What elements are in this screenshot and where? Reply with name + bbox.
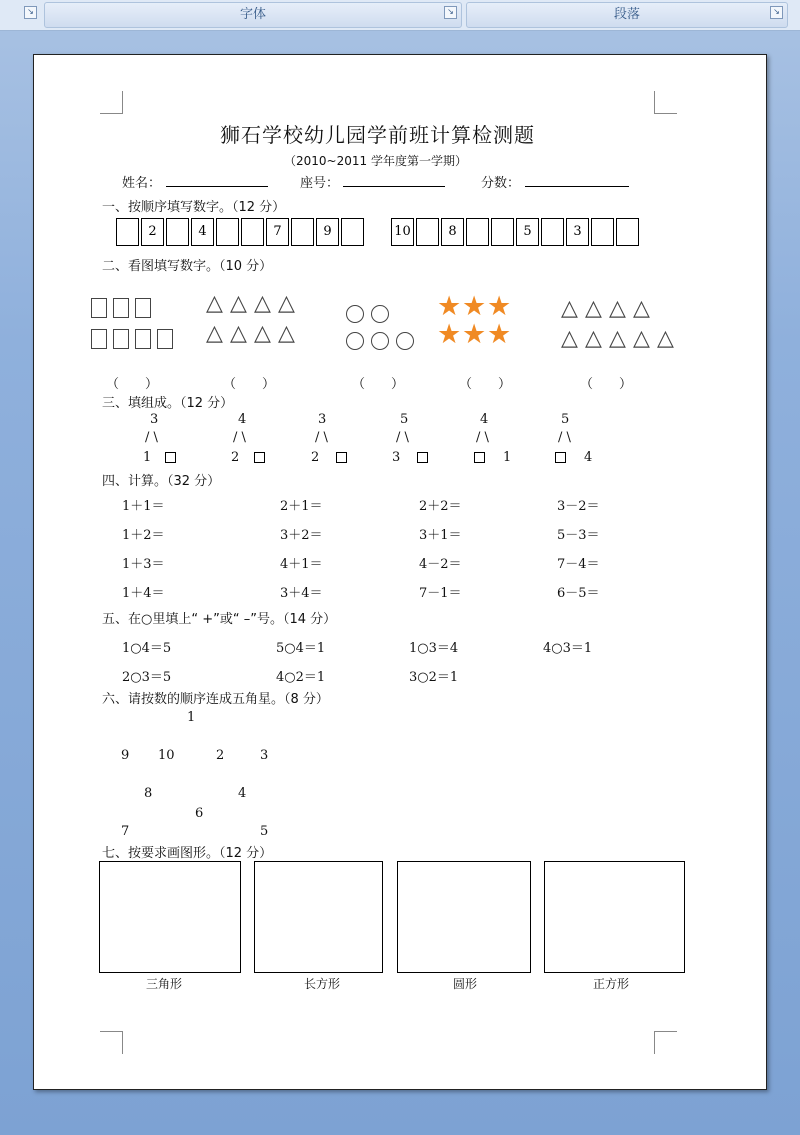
seq-cell [541, 218, 564, 246]
triangle-shape: △ [278, 291, 295, 316]
section-3-heading: 三、填组成。（12 分） [102, 396, 234, 411]
composition-top: 5 [561, 412, 570, 427]
answer-box [336, 452, 347, 463]
answer-bracket: （ ） [106, 377, 159, 392]
star-dot-number: 1 [187, 710, 196, 725]
section-5-heading: 五、在○里填上“ +”或“ –”号。（14 分） [102, 612, 337, 627]
sign-equation: 1○4＝5 [122, 641, 172, 656]
equation: 7－1＝ [419, 586, 462, 601]
drawing-box-triangle[interactable] [99, 861, 241, 973]
drawing-box-rectangle[interactable] [254, 861, 383, 973]
equation: 3＋1＝ [419, 528, 462, 543]
section-1-heading: 一、按顺序填写数字。（12 分） [102, 200, 286, 215]
composition-branch: / \ [396, 430, 409, 445]
page-subtitle: （2010~2011 学年度第一学期） [284, 154, 467, 168]
star-shape: ★ [437, 291, 462, 322]
triangle-shape: △ [561, 326, 578, 351]
composition-blank [555, 450, 566, 465]
composition-branch: / \ [558, 430, 571, 445]
star-shape: ★ [462, 319, 487, 350]
square-shape [135, 298, 151, 318]
sign-equation: 4○2＝1 [276, 670, 326, 685]
star-dot-number: 6 [195, 806, 204, 821]
triangle-shape: △ [633, 296, 650, 321]
triangle-shape: △ [206, 291, 223, 316]
triangle-shape: △ [657, 326, 674, 351]
star-dot-number: 4 [238, 786, 247, 801]
star-shape: ★ [487, 319, 512, 350]
star-shape: ★ [487, 291, 512, 322]
composition-right: 1 [503, 450, 512, 465]
square-shape [91, 329, 107, 349]
composition-branch: / \ [145, 430, 158, 445]
seat-label: 座号： [300, 176, 340, 191]
equation: 5－3＝ [557, 528, 600, 543]
composition-branch: / \ [233, 430, 246, 445]
margin-mark-top-right [654, 91, 677, 114]
circle-shape [346, 332, 364, 350]
square-shape [157, 329, 173, 349]
star-dot-number: 7 [121, 824, 130, 839]
star-dot-number: 9 [121, 748, 130, 763]
seq-cell [116, 218, 139, 246]
square-shape [135, 329, 151, 349]
sign-equation: 3○2＝1 [409, 670, 459, 685]
triangle-shape: △ [278, 321, 295, 346]
seat-blank [343, 186, 445, 187]
equation: 6－5＝ [557, 586, 600, 601]
seq-cell: 3 [566, 218, 589, 246]
triangle-shape: △ [230, 321, 247, 346]
section-7-heading: 七、按要求画图形。（12 分） [102, 846, 273, 861]
font-group-label: 字体 [239, 7, 266, 22]
shape-label-rectangle: 长方形 [304, 977, 341, 991]
ribbon-bar [0, 0, 800, 31]
sign-equation: 5○4＝1 [276, 641, 326, 656]
page-title: 狮石学校幼儿园学前班计算检测题 [220, 123, 535, 147]
triangle-shape: △ [633, 326, 650, 351]
seq-cell: 9 [316, 218, 339, 246]
star-shape: ★ [462, 291, 487, 322]
sign-equation: 4○3＝1 [543, 641, 593, 656]
seq-cell: 2 [141, 218, 164, 246]
seq-cell [216, 218, 239, 246]
star-dot-number: 10 [158, 748, 175, 763]
composition-top: 3 [150, 412, 159, 427]
name-label: 姓名： [122, 176, 162, 191]
section-4-heading: 四、计算。（32 分） [102, 474, 221, 489]
composition-blank [336, 450, 347, 465]
paragraph-group [466, 2, 788, 28]
composition-top: 4 [238, 412, 247, 427]
seq-cell [616, 218, 639, 246]
name-blank [166, 186, 268, 187]
composition-top: 3 [318, 412, 327, 427]
equation: 2＋1＝ [280, 499, 323, 514]
seq-cell [591, 218, 614, 246]
equation: 3＋2＝ [280, 528, 323, 543]
shape-label-circle: 圆形 [453, 977, 478, 991]
star-dot-number: 2 [216, 748, 225, 763]
drawing-box-circle[interactable] [397, 861, 531, 973]
answer-bracket: （ ） [223, 377, 276, 392]
composition-blank [474, 450, 485, 465]
composition-blank [165, 450, 176, 465]
equation: 1＋3＝ [122, 557, 165, 572]
seq-cell [291, 218, 314, 246]
triangle-shape: △ [609, 296, 626, 321]
composition-left: 2 [311, 450, 320, 465]
shape-label-square: 正方形 [593, 977, 630, 991]
equation: 1＋2＝ [122, 528, 165, 543]
answer-box [417, 452, 428, 463]
seq-cell: 4 [191, 218, 214, 246]
composition-left: 2 [231, 450, 240, 465]
seq-cell: 5 [516, 218, 539, 246]
triangle-shape: △ [585, 326, 602, 351]
composition-branch: / \ [315, 430, 328, 445]
answer-box [555, 452, 566, 463]
margin-mark-bottom-right [654, 1031, 677, 1054]
equation: 2＋2＝ [419, 499, 462, 514]
circle-shape [371, 332, 389, 350]
composition-left: 1 [143, 450, 152, 465]
document-page[interactable] [33, 54, 767, 1090]
margin-mark-top-left [100, 91, 123, 114]
seq-cell [491, 218, 514, 246]
answer-box [165, 452, 176, 463]
square-shape [113, 298, 129, 318]
triangle-shape: △ [230, 291, 247, 316]
equation: 7－4＝ [557, 557, 600, 572]
section-6-heading: 六、请按数的顺序连成五角星。（8 分） [102, 692, 329, 707]
equation: 4＋1＝ [280, 557, 323, 572]
drawing-box-square[interactable] [544, 861, 685, 973]
paragraph-group-label: 段落 [613, 7, 640, 22]
font-group [44, 2, 462, 28]
star-shape: ★ [437, 319, 462, 350]
equation: 3－2＝ [557, 499, 600, 514]
circle-shape [396, 332, 414, 350]
triangle-shape: △ [609, 326, 626, 351]
shape-label-triangle: 三角形 [146, 977, 183, 991]
sign-equation: 1○3＝4 [409, 641, 459, 656]
star-dot-number: 5 [260, 824, 269, 839]
composition-right: 4 [584, 450, 593, 465]
score-blank [525, 186, 629, 187]
answer-box [474, 452, 485, 463]
margin-mark-bottom-left [100, 1031, 123, 1054]
triangle-shape: △ [585, 296, 602, 321]
seq-cell: 8 [441, 218, 464, 246]
composition-top: 4 [480, 412, 489, 427]
square-shape [113, 329, 129, 349]
composition-blank [417, 450, 428, 465]
star-dot-number: 8 [144, 786, 153, 801]
composition-left: 3 [392, 450, 401, 465]
seq-cell [466, 218, 489, 246]
triangle-shape: △ [254, 291, 271, 316]
composition-branch: / \ [476, 430, 489, 445]
composition-top: 5 [400, 412, 409, 427]
equation: 3＋4＝ [280, 586, 323, 601]
seq-cell [241, 218, 264, 246]
composition-blank [254, 450, 265, 465]
section-2-heading: 二、看图填写数字。（10 分） [102, 259, 273, 274]
equation: 1＋1＝ [122, 499, 165, 514]
star-dot-number: 3 [260, 748, 269, 763]
triangle-shape: △ [206, 321, 223, 346]
square-shape [91, 298, 107, 318]
seq-cell [416, 218, 439, 246]
equation: 4－2＝ [419, 557, 462, 572]
answer-bracket: （ ） [459, 377, 512, 392]
font-dialog-launcher-icon[interactable]: ↘ [444, 6, 457, 19]
triangle-shape: △ [254, 321, 271, 346]
score-label: 分数： [481, 176, 521, 191]
seq-cell: 10 [391, 218, 414, 246]
answer-bracket: （ ） [580, 377, 633, 392]
seq-cell [166, 218, 189, 246]
paragraph-dialog-launcher-icon[interactable]: ↘ [770, 6, 783, 19]
prev-group-launcher-icon[interactable]: ↘ [24, 6, 37, 19]
equation: 1＋4＝ [122, 586, 165, 601]
seq-cell: 7 [266, 218, 289, 246]
triangle-shape: △ [561, 296, 578, 321]
seq-cell [341, 218, 364, 246]
circle-shape [346, 305, 364, 323]
sign-equation: 2○3＝5 [122, 670, 172, 685]
circle-shape [371, 305, 389, 323]
answer-bracket: （ ） [352, 377, 405, 392]
answer-box [254, 452, 265, 463]
